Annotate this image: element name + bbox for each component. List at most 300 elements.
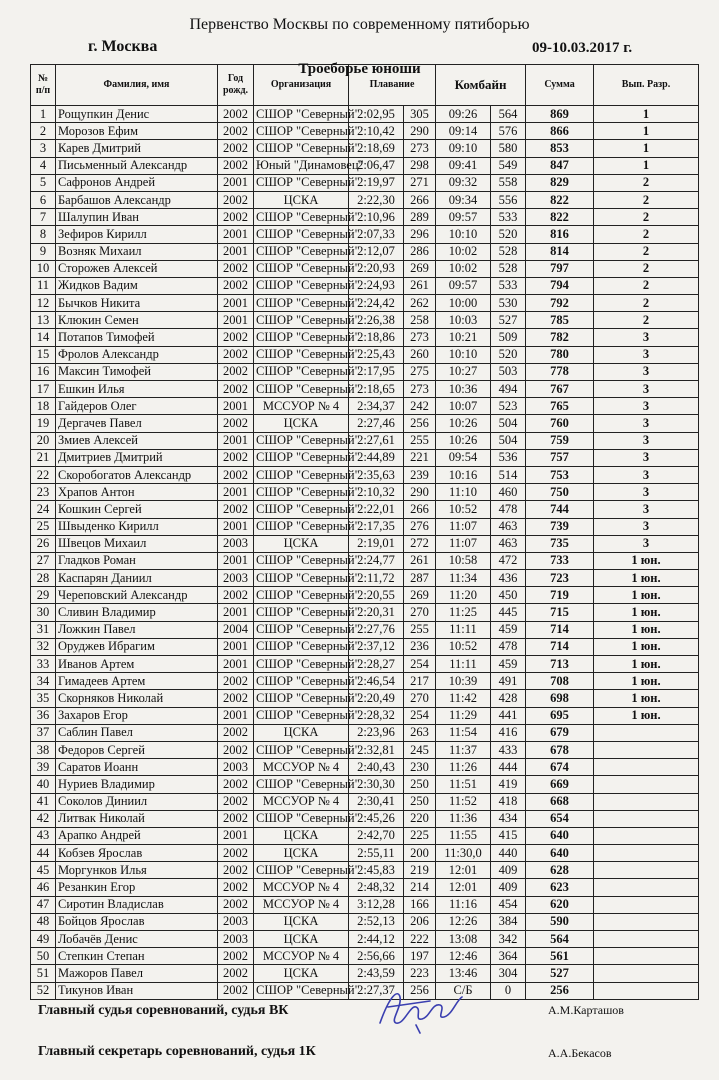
swim-time: 2:20,49 xyxy=(349,690,404,707)
swim-points: 255 xyxy=(404,621,436,638)
rank xyxy=(594,845,699,862)
swim-time: 2:18,86 xyxy=(349,329,404,346)
combo-points: 556 xyxy=(491,191,526,208)
total-sum: 620 xyxy=(526,896,594,913)
combo-points: 520 xyxy=(491,346,526,363)
total-sum: 750 xyxy=(526,484,594,501)
combo-time: 10:26 xyxy=(436,415,491,432)
organization: СШОР "Северный" xyxy=(254,329,349,346)
birth-year: 2001 xyxy=(218,707,254,724)
athlete-name: Ложкин Павел xyxy=(56,621,218,638)
combo-time: 11:52 xyxy=(436,793,491,810)
organization: СШОР "Северный" xyxy=(254,484,349,501)
table-row xyxy=(31,363,699,380)
table-row xyxy=(31,638,699,655)
table-row xyxy=(31,295,699,312)
swim-points: 254 xyxy=(404,656,436,673)
row-num: 51 xyxy=(31,965,56,982)
total-sum: 527 xyxy=(526,965,594,982)
birth-year: 2001 xyxy=(218,312,254,329)
row-num: 47 xyxy=(31,896,56,913)
swim-points: 255 xyxy=(404,432,436,449)
organization: СШОР "Северный" xyxy=(254,243,349,260)
swim-time: 2:52,13 xyxy=(349,913,404,930)
birth-year: 2002 xyxy=(218,879,254,896)
swim-points: 296 xyxy=(404,226,436,243)
total-sum: 782 xyxy=(526,329,594,346)
swim-time: 2:48,32 xyxy=(349,879,404,896)
total-sum: 735 xyxy=(526,535,594,552)
swim-time: 2:22,01 xyxy=(349,501,404,518)
birth-year: 2001 xyxy=(218,243,254,260)
birth-year: 2002 xyxy=(218,277,254,294)
combo-points: 528 xyxy=(491,243,526,260)
athlete-name: Тикунов Иван xyxy=(56,982,218,999)
total-sum: 695 xyxy=(526,707,594,724)
birth-year: 2002 xyxy=(218,965,254,982)
athlete-name: Степкин Степан xyxy=(56,948,218,965)
combo-points: 409 xyxy=(491,862,526,879)
table-row xyxy=(31,793,699,810)
athlete-name: Сафронов Андрей xyxy=(56,174,218,191)
birth-year: 2002 xyxy=(218,381,254,398)
swim-time: 2:19,01 xyxy=(349,535,404,552)
row-num: 19 xyxy=(31,415,56,432)
date-label: 09-10.03.2017 г. xyxy=(532,40,633,56)
birth-year: 2001 xyxy=(218,552,254,569)
athlete-name: Кошкин Сергей xyxy=(56,501,218,518)
rank: 1 xyxy=(594,157,699,174)
swim-points: 219 xyxy=(404,862,436,879)
swim-time: 2:10,42 xyxy=(349,123,404,140)
athlete-name: Потапов Тимофей xyxy=(56,329,218,346)
athlete-name: Арапко Андрей xyxy=(56,827,218,844)
combo-time: 13:46 xyxy=(436,965,491,982)
organization: СШОР "Северный" xyxy=(254,449,349,466)
table-row xyxy=(31,466,699,483)
total-sum: 778 xyxy=(526,363,594,380)
combo-time: 10:02 xyxy=(436,260,491,277)
organization: СШОР "Северный" xyxy=(254,638,349,655)
organization: МССУОР № 4 xyxy=(254,896,349,913)
total-sum: 713 xyxy=(526,656,594,673)
rank: 1 xyxy=(594,140,699,157)
total-sum: 816 xyxy=(526,226,594,243)
table-row xyxy=(31,449,699,466)
row-num: 12 xyxy=(31,295,56,312)
table-row xyxy=(31,965,699,982)
athlete-name: Мажоров Павел xyxy=(56,965,218,982)
rank: 1 юн. xyxy=(594,673,699,690)
table-row xyxy=(31,982,699,999)
row-num: 33 xyxy=(31,656,56,673)
row-num: 48 xyxy=(31,913,56,930)
athlete-name: Моргунков Илья xyxy=(56,862,218,879)
birth-year: 2002 xyxy=(218,346,254,363)
swim-points: 275 xyxy=(404,363,436,380)
swim-points: 266 xyxy=(404,501,436,518)
col-header-org: Организация xyxy=(254,65,349,106)
athlete-name: Скорняков Николай xyxy=(56,690,218,707)
rank: 2 xyxy=(594,295,699,312)
athlete-name: Сиротин Владислав xyxy=(56,896,218,913)
athlete-name: Клюкин Семен xyxy=(56,312,218,329)
swim-time: 2:30,30 xyxy=(349,776,404,793)
table-row xyxy=(31,827,699,844)
combo-time: 11:16 xyxy=(436,896,491,913)
swim-points: 262 xyxy=(404,295,436,312)
organization: ЦСКА xyxy=(254,724,349,741)
table-row xyxy=(31,415,699,432)
combo-time: 11:54 xyxy=(436,724,491,741)
swim-time: 3:12,28 xyxy=(349,896,404,913)
swim-points: 225 xyxy=(404,827,436,844)
combo-time: 11:11 xyxy=(436,621,491,638)
swim-points: 272 xyxy=(404,535,436,552)
table-row xyxy=(31,621,699,638)
rank xyxy=(594,965,699,982)
combo-points: 530 xyxy=(491,295,526,312)
athlete-name: Змиев Алексей xyxy=(56,432,218,449)
rank: 3 xyxy=(594,518,699,535)
swim-time: 2:12,07 xyxy=(349,243,404,260)
organization: СШОР "Северный" xyxy=(254,432,349,449)
table-row xyxy=(31,157,699,174)
combo-points: 459 xyxy=(491,656,526,673)
birth-year: 2002 xyxy=(218,415,254,432)
swim-time: 2:44,12 xyxy=(349,931,404,948)
table-row xyxy=(31,587,699,604)
combo-points: 520 xyxy=(491,226,526,243)
combo-points: 440 xyxy=(491,845,526,862)
total-sum: 714 xyxy=(526,638,594,655)
swim-points: 254 xyxy=(404,707,436,724)
col-header-combo: Комбайн xyxy=(436,65,526,106)
row-num: 20 xyxy=(31,432,56,449)
table-row xyxy=(31,948,699,965)
combo-time: С/Б xyxy=(436,982,491,999)
birth-year: 2002 xyxy=(218,724,254,741)
table-row xyxy=(31,501,699,518)
birth-year: 2002 xyxy=(218,810,254,827)
athlete-name: Резанкин Егор xyxy=(56,879,218,896)
organization: МССУОР № 4 xyxy=(254,398,349,415)
total-sum: 590 xyxy=(526,913,594,930)
athlete-name: Сливин Владимир xyxy=(56,604,218,621)
combo-points: 494 xyxy=(491,381,526,398)
swim-time: 2:34,37 xyxy=(349,398,404,415)
combo-time: 11:25 xyxy=(436,604,491,621)
swim-points: 236 xyxy=(404,638,436,655)
rank: 3 xyxy=(594,432,699,449)
swim-time: 2:11,72 xyxy=(349,570,404,587)
rank: 2 xyxy=(594,260,699,277)
table-row xyxy=(31,724,699,741)
table-row xyxy=(31,329,699,346)
col-header-year: Год рожд. xyxy=(218,65,254,106)
total-sum: 847 xyxy=(526,157,594,174)
row-num: 1 xyxy=(31,106,56,123)
birth-year: 2001 xyxy=(218,638,254,655)
athlete-name: Морозов Ефим xyxy=(56,123,218,140)
organization: СШОР "Северный" xyxy=(254,776,349,793)
organization: ЦСКА xyxy=(254,845,349,862)
total-sum: 744 xyxy=(526,501,594,518)
swim-points: 250 xyxy=(404,793,436,810)
organization: ЦСКА xyxy=(254,931,349,948)
event-subtitle: Троеборье юноши xyxy=(298,61,421,77)
rank xyxy=(594,793,699,810)
row-num: 38 xyxy=(31,741,56,758)
row-num: 27 xyxy=(31,552,56,569)
birth-year: 2002 xyxy=(218,741,254,758)
birth-year: 2001 xyxy=(218,604,254,621)
swim-time: 2:27,61 xyxy=(349,432,404,449)
combo-points: 504 xyxy=(491,415,526,432)
birth-year: 2002 xyxy=(218,449,254,466)
rank xyxy=(594,724,699,741)
rank xyxy=(594,741,699,758)
combo-time: 09:57 xyxy=(436,209,491,226)
combo-time: 09:57 xyxy=(436,277,491,294)
combo-time: 10:16 xyxy=(436,466,491,483)
combo-points: 564 xyxy=(491,106,526,123)
swim-time: 2:46,54 xyxy=(349,673,404,690)
rank xyxy=(594,896,699,913)
birth-year: 2003 xyxy=(218,535,254,552)
row-num: 26 xyxy=(31,535,56,552)
swim-time: 2:20,93 xyxy=(349,260,404,277)
athlete-name: Письменный Александр xyxy=(56,157,218,174)
rank: 1 юн. xyxy=(594,570,699,587)
table-row xyxy=(31,690,699,707)
row-num: 37 xyxy=(31,724,56,741)
swim-time: 2:27,46 xyxy=(349,415,404,432)
total-sum: 822 xyxy=(526,209,594,226)
combo-points: 504 xyxy=(491,432,526,449)
total-sum: 753 xyxy=(526,466,594,483)
total-sum: 760 xyxy=(526,415,594,432)
swim-points: 269 xyxy=(404,587,436,604)
athlete-name: Гладков Роман xyxy=(56,552,218,569)
swim-time: 2:40,43 xyxy=(349,759,404,776)
swim-points: 217 xyxy=(404,673,436,690)
birth-year: 2003 xyxy=(218,931,254,948)
swim-points: 263 xyxy=(404,724,436,741)
organization: СШОР "Северный" xyxy=(254,466,349,483)
birth-year: 2004 xyxy=(218,621,254,638)
row-num: 36 xyxy=(31,707,56,724)
swim-time: 2:44,89 xyxy=(349,449,404,466)
total-sum: 708 xyxy=(526,673,594,690)
swim-points: 270 xyxy=(404,690,436,707)
athlete-name: Гимадеев Артем xyxy=(56,673,218,690)
rank: 2 xyxy=(594,174,699,191)
row-num: 17 xyxy=(31,381,56,398)
combo-time: 09:14 xyxy=(436,123,491,140)
organization: СШОР "Северный" xyxy=(254,363,349,380)
swim-points: 276 xyxy=(404,518,436,535)
swim-points: 305 xyxy=(404,106,436,123)
secretary-label: Главный секретарь соревнований, судья 1К xyxy=(38,1044,316,1059)
athlete-name: Иванов Артем xyxy=(56,656,218,673)
rank xyxy=(594,810,699,827)
swim-points: 269 xyxy=(404,260,436,277)
organization: МССУОР № 4 xyxy=(254,793,349,810)
birth-year: 2001 xyxy=(218,484,254,501)
total-sum: 757 xyxy=(526,449,594,466)
table-row xyxy=(31,604,699,621)
organization: ЦСКА xyxy=(254,415,349,432)
rank: 3 xyxy=(594,466,699,483)
athlete-name: Карев Дмитрий xyxy=(56,140,218,157)
birth-year: 2002 xyxy=(218,948,254,965)
organization: ЦСКА xyxy=(254,827,349,844)
combo-time: 09:41 xyxy=(436,157,491,174)
combo-time: 10:26 xyxy=(436,432,491,449)
swim-time: 2:28,27 xyxy=(349,656,404,673)
table-row xyxy=(31,346,699,363)
swim-points: 230 xyxy=(404,759,436,776)
swim-time: 2:45,83 xyxy=(349,862,404,879)
row-num: 9 xyxy=(31,243,56,260)
rank: 3 xyxy=(594,501,699,518)
rank: 2 xyxy=(594,312,699,329)
organization: СШОР "Северный" xyxy=(254,656,349,673)
birth-year: 2002 xyxy=(218,845,254,862)
combo-time: 12:01 xyxy=(436,879,491,896)
combo-time: 10:03 xyxy=(436,312,491,329)
organization: ЦСКА xyxy=(254,913,349,930)
athlete-name: Жидков Вадим xyxy=(56,277,218,294)
swim-points: 166 xyxy=(404,896,436,913)
birth-year: 2001 xyxy=(218,827,254,844)
swim-time: 2:26,38 xyxy=(349,312,404,329)
birth-year: 2002 xyxy=(218,896,254,913)
table-row xyxy=(31,106,699,123)
combo-time: 11:51 xyxy=(436,776,491,793)
combo-time: 10:27 xyxy=(436,363,491,380)
combo-points: 478 xyxy=(491,638,526,655)
swim-time: 2:10,96 xyxy=(349,209,404,226)
combo-time: 10:10 xyxy=(436,226,491,243)
swim-points: 260 xyxy=(404,346,436,363)
row-num: 22 xyxy=(31,466,56,483)
table-row xyxy=(31,931,699,948)
judge-name: А.М.Карташов xyxy=(548,1003,624,1017)
organization: СШОР "Северный" xyxy=(254,123,349,140)
table-row xyxy=(31,381,699,398)
table-row xyxy=(31,123,699,140)
table-row xyxy=(31,191,699,208)
table-row xyxy=(31,209,699,226)
total-sum: 723 xyxy=(526,570,594,587)
organization: СШОР "Северный" xyxy=(254,587,349,604)
combo-points: 450 xyxy=(491,587,526,604)
rank: 1 юн. xyxy=(594,621,699,638)
organization: МССУОР № 4 xyxy=(254,879,349,896)
swim-points: 286 xyxy=(404,243,436,260)
table-row xyxy=(31,741,699,758)
organization: СШОР "Северный" xyxy=(254,381,349,398)
table-row xyxy=(31,535,699,552)
table-row xyxy=(31,312,699,329)
swim-time: 2:43,59 xyxy=(349,965,404,982)
table-row xyxy=(31,398,699,415)
athlete-name: Череповский Александр xyxy=(56,587,218,604)
birth-year: 2001 xyxy=(218,656,254,673)
total-sum: 564 xyxy=(526,931,594,948)
total-sum: 561 xyxy=(526,948,594,965)
total-sum: 669 xyxy=(526,776,594,793)
total-sum: 767 xyxy=(526,381,594,398)
row-num: 30 xyxy=(31,604,56,621)
row-num: 42 xyxy=(31,810,56,827)
row-num: 4 xyxy=(31,157,56,174)
rank: 1 юн. xyxy=(594,604,699,621)
table-row xyxy=(31,673,699,690)
swim-points: 266 xyxy=(404,191,436,208)
table-row xyxy=(31,243,699,260)
birth-year: 2002 xyxy=(218,106,254,123)
col-header-num: № п/п xyxy=(31,65,56,106)
birth-year: 2003 xyxy=(218,759,254,776)
athlete-name: Дергачев Павел xyxy=(56,415,218,432)
organization: СШОР "Северный" xyxy=(254,277,349,294)
combo-points: 0 xyxy=(491,982,526,999)
row-num: 5 xyxy=(31,174,56,191)
row-num: 31 xyxy=(31,621,56,638)
combo-time: 10:36 xyxy=(436,381,491,398)
table-row xyxy=(31,845,699,862)
combo-points: 528 xyxy=(491,260,526,277)
table-row xyxy=(31,484,699,501)
swim-points: 220 xyxy=(404,810,436,827)
results-table xyxy=(30,64,699,1000)
birth-year: 2002 xyxy=(218,673,254,690)
swim-time: 2:45,26 xyxy=(349,810,404,827)
swim-points: 256 xyxy=(404,415,436,432)
organization: СШОР "Северный" xyxy=(254,982,349,999)
total-sum: 822 xyxy=(526,191,594,208)
table-row xyxy=(31,260,699,277)
birth-year: 2002 xyxy=(218,466,254,483)
combo-points: 472 xyxy=(491,552,526,569)
organization: СШОР "Северный" xyxy=(254,106,349,123)
table-row xyxy=(31,913,699,930)
organization: СШОР "Северный" xyxy=(254,518,349,535)
row-num: 41 xyxy=(31,793,56,810)
organization: СШОР "Северный" xyxy=(254,346,349,363)
athlete-name: Кобзев Ярослав xyxy=(56,845,218,862)
combo-time: 10:58 xyxy=(436,552,491,569)
combo-time: 11:55 xyxy=(436,827,491,844)
swim-points: 256 xyxy=(404,982,436,999)
organization: СШОР "Северный" xyxy=(254,604,349,621)
swim-time: 2:18,69 xyxy=(349,140,404,157)
row-num: 29 xyxy=(31,587,56,604)
combo-time: 11:42 xyxy=(436,690,491,707)
athlete-name: Зефиров Кирилл xyxy=(56,226,218,243)
total-sum: 678 xyxy=(526,741,594,758)
athlete-name: Барбашов Александр xyxy=(56,191,218,208)
athlete-name: Оруджев Ибрагим xyxy=(56,638,218,655)
total-sum: 829 xyxy=(526,174,594,191)
combo-points: 536 xyxy=(491,449,526,466)
organization: СШОР "Северный" xyxy=(254,707,349,724)
organization: СШОР "Северный" xyxy=(254,570,349,587)
total-sum: 869 xyxy=(526,106,594,123)
